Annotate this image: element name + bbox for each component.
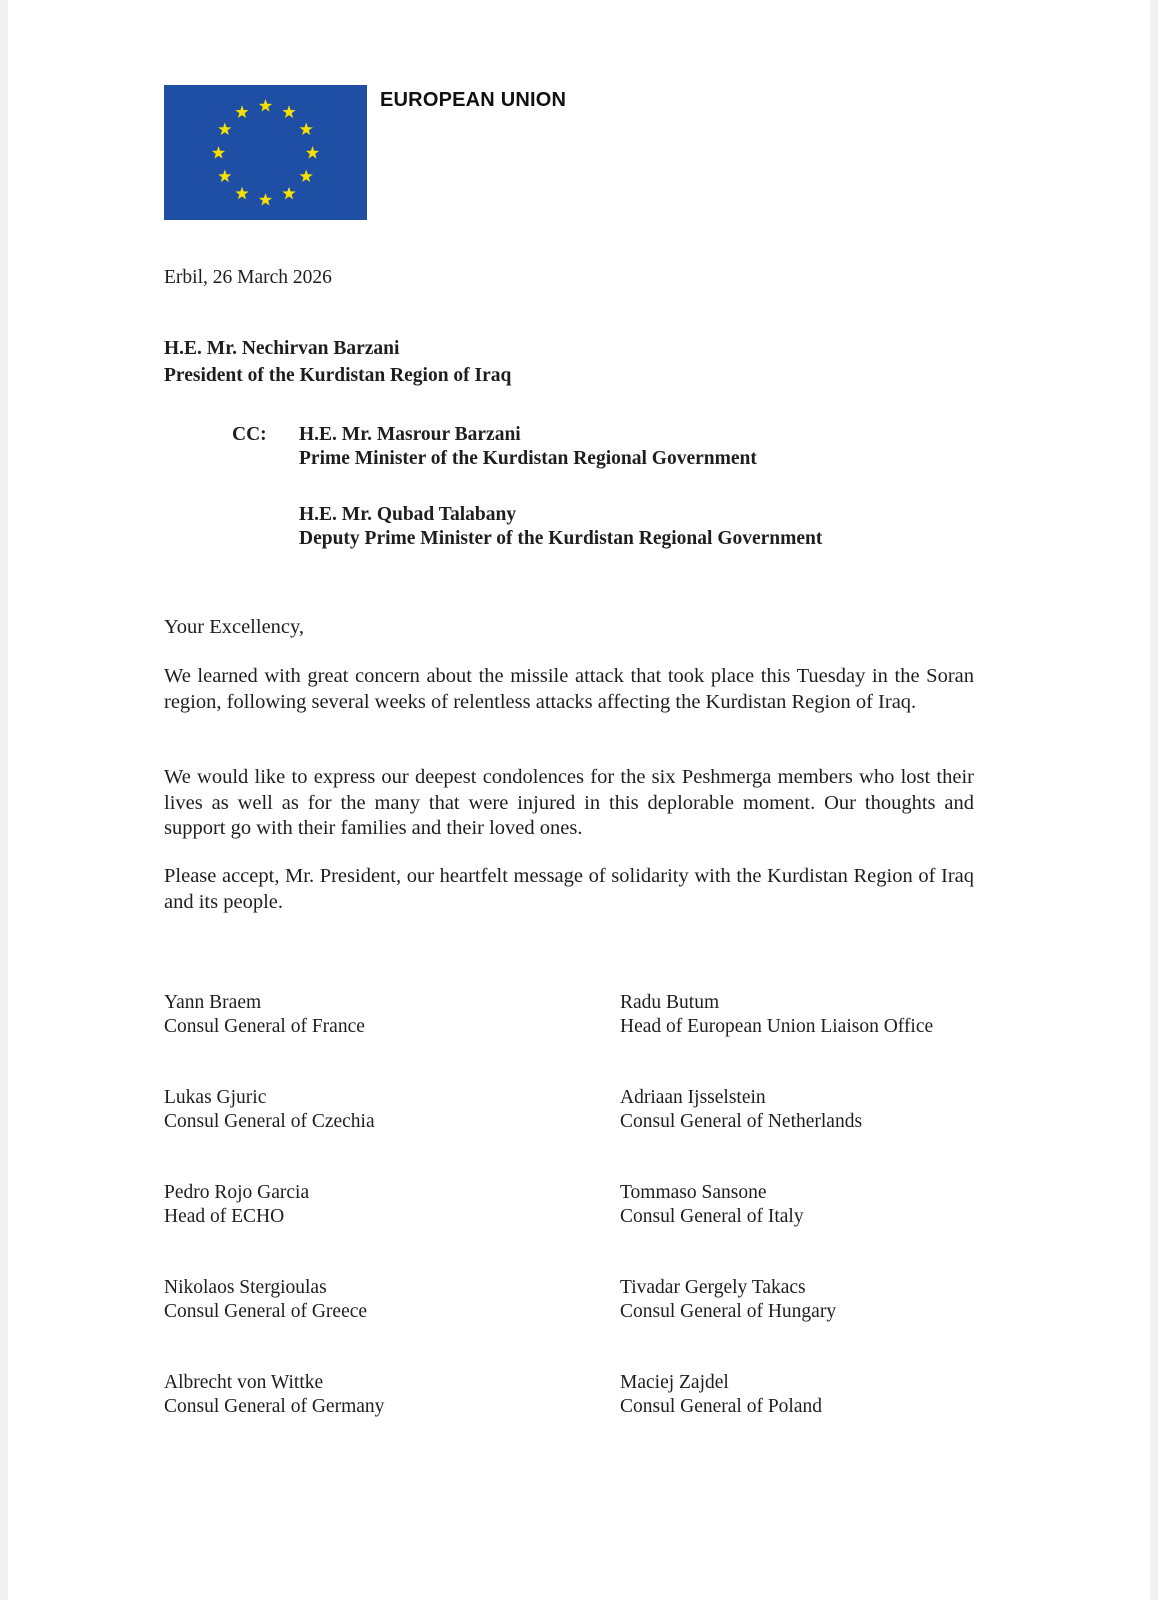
signatory-name: Maciej Zajdel (620, 1372, 729, 1393)
body-paragraph: We learned with great concern about the missile attack that took place this Tuesday in the Soran region, following several weeks of relentless attacks affecting the Kurdistan Region of Iraq. (164, 665, 974, 713)
cc-recipient-name: H.E. Mr. Masrour Barzani (299, 424, 521, 445)
signatory-name: Yann Braem (164, 992, 262, 1013)
cc-recipient-title: Deputy Prime Minister of the Kurdistan Regional Government (299, 528, 823, 549)
signatory-title: Head of European Union Liaison Office (620, 1016, 934, 1037)
signatory-title: Consul General of Poland (620, 1396, 823, 1417)
letterhead-title: EUROPEAN UNION (380, 89, 567, 111)
eu-flag-stars (164, 85, 367, 220)
signatory-name: Adriaan Ijsselstein (620, 1087, 766, 1108)
signatory-name: Nikolaos Stergioulas (164, 1277, 327, 1298)
signatory-name: Radu Butum (620, 992, 720, 1013)
cc-recipient-name: H.E. Mr. Qubad Talabany (299, 504, 517, 525)
salutation: Your Excellency, (164, 616, 305, 638)
recipient-title: President of the Kurdistan Region of Iraq (164, 365, 512, 386)
signatory-title: Consul General of Italy (620, 1206, 804, 1227)
signatory-title: Consul General of Hungary (620, 1301, 837, 1322)
signatory-title: Consul General of Czechia (164, 1111, 375, 1132)
recipient-name: H.E. Mr. Nechirvan Barzani (164, 338, 400, 359)
signatory-title: Consul General of Greece (164, 1301, 368, 1322)
body-paragraph: Please accept, Mr. President, our heartfelt message of solidarity with the Kurdistan Region of Iraq and its people. (164, 865, 974, 913)
eu-flag-icon (164, 85, 367, 220)
signatory-name: Lukas Gjuric (164, 1087, 267, 1108)
body-paragraph: We would like to express our deepest condolences for the six Peshmerga members who lost their lives as well as for the many that were injured in this deplorable moment. Our thoughts and support go with their families and their loved ones. (164, 766, 974, 839)
signatory-name: Tommaso Sansone (620, 1182, 767, 1203)
signatory-title: Consul General of France (164, 1016, 365, 1037)
letter-page (8, 0, 1150, 1600)
cc-recipient-title: Prime Minister of the Kurdistan Regional Government (299, 448, 757, 469)
signatory-name: Tivadar Gergely Takacs (620, 1277, 806, 1298)
cc-label: CC: (232, 424, 267, 445)
signatory-title: Consul General of Netherlands (620, 1111, 863, 1132)
signatory-name: Pedro Rojo Garcia (164, 1182, 310, 1203)
signatory-name: Albrecht von Wittke (164, 1372, 324, 1393)
signatory-title: Head of ECHO (164, 1206, 285, 1227)
signatory-title: Consul General of Germany (164, 1396, 385, 1417)
date-line: Erbil, 26 March 2026 (164, 267, 332, 288)
